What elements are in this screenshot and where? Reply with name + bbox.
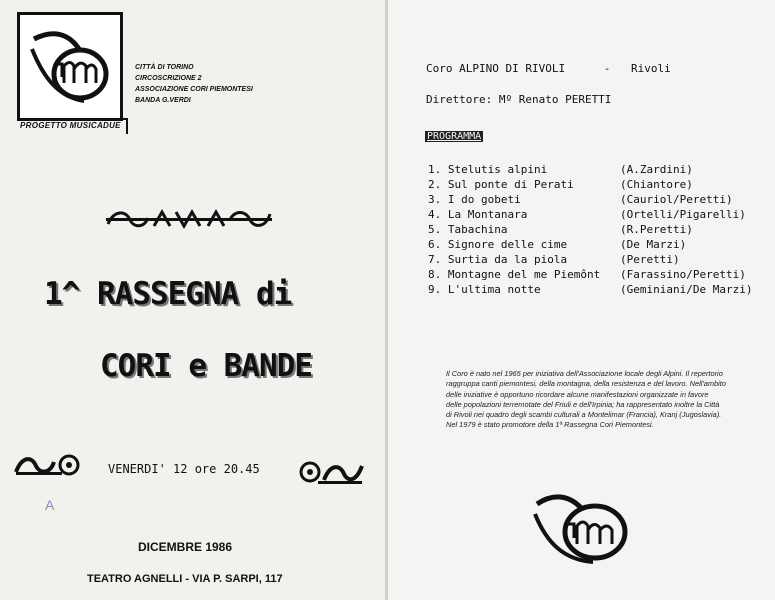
song-title: 1. Stelutis alpini bbox=[428, 163, 548, 176]
org-line: CIRCOSCRIZIONE 2 bbox=[135, 75, 202, 82]
program-item bbox=[428, 163, 748, 178]
event-venue: TEATRO AGNELLI - VIA P. SARPI, 117 bbox=[87, 573, 283, 585]
ornament-top-icon bbox=[104, 206, 274, 232]
program-item bbox=[428, 253, 748, 268]
song-title: 7. Surtia da la piola bbox=[428, 253, 568, 266]
horn-logo-icon bbox=[531, 486, 633, 570]
logo-banner-text: PROGETTO MUSICADUE bbox=[20, 121, 121, 130]
org-line: ASSOCIAZIONE CORI PIEMONTESI bbox=[135, 86, 253, 93]
song-title: 5. Tabachina bbox=[428, 223, 508, 236]
ornament-left-icon bbox=[14, 452, 82, 478]
program-item bbox=[428, 178, 748, 193]
org-line: BANDA G.VERDI bbox=[135, 97, 191, 104]
choir-dash: - bbox=[603, 62, 611, 75]
main-title-line1: 1^ RASSEGNA di bbox=[44, 276, 292, 312]
song-author: (Peretti) bbox=[620, 253, 680, 266]
song-title: 8. Montagne del me Piemônt bbox=[428, 268, 601, 281]
left-page-cover bbox=[0, 0, 386, 600]
program-list bbox=[428, 163, 753, 298]
song-author: (A.Zardini) bbox=[620, 163, 693, 176]
logo bbox=[17, 12, 123, 121]
song-author: (Farassino/Peretti) bbox=[620, 268, 746, 281]
event-time: VENERDI' 12 ore 20.45 bbox=[108, 462, 260, 476]
song-title: 3. I do gobeti bbox=[428, 193, 521, 206]
program-item bbox=[428, 238, 748, 253]
program-item bbox=[428, 283, 753, 298]
song-author: (Geminiani/De Marzi) bbox=[620, 283, 753, 296]
logo-banner bbox=[17, 118, 128, 134]
program-item bbox=[428, 208, 748, 223]
song-title: 9. L'ultima notte bbox=[428, 283, 541, 296]
organizer-block bbox=[135, 62, 253, 106]
song-author: (Cauriol/Peretti) bbox=[620, 193, 733, 206]
song-title: 6. Signore delle cime bbox=[428, 238, 568, 251]
org-line: CITTÀ DI TORINO bbox=[135, 64, 194, 71]
program-item bbox=[428, 223, 748, 238]
right-page-program bbox=[388, 0, 775, 600]
song-author: (De Marzi) bbox=[620, 238, 687, 251]
song-author: (R.Peretti) bbox=[620, 223, 693, 236]
choir-heading bbox=[426, 62, 671, 75]
event-date: DICEMBRE 1986 bbox=[138, 540, 233, 554]
song-author: (Ortelli/Pigarelli) bbox=[620, 208, 746, 221]
handwritten-mark: A bbox=[45, 497, 55, 513]
song-title: 4. La Montanara bbox=[428, 208, 528, 221]
program-item bbox=[428, 193, 748, 208]
song-title: 2. Sul ponte di Perati bbox=[428, 178, 574, 191]
director: Direttore: Mº Renato PERETTI bbox=[426, 93, 612, 106]
choir-name: Coro ALPINO DI RIVOLI bbox=[426, 62, 566, 75]
program-heading: PROGRAMMA bbox=[427, 131, 482, 142]
song-author: (Chiantore) bbox=[620, 178, 693, 191]
horn-logo-icon bbox=[24, 19, 114, 112]
choir-history-note: Il Coro è nato nel 1965 per iniziativa dell'Associazione locale degli Alpini. Il repertorio raggruppa canti piemontesi, della montagna, della resistenza e del lavoro. Nell'ambito delle iniziative è opportuno ricordare alcune manifestazioni organizzate in favore delle popolazioni terremotate del Friuli e dell'Irpinia; ha rappresentato inoltre la Città di Rivoli nei quadro degli scambi culturali a Montelimar (Francia), Kranj (Jugoslavia). Nel 1979 è stato promotore della 1ª Rassegna Cori Piemontesi. bbox=[446, 369, 726, 430]
choir-place: Rivoli bbox=[630, 62, 671, 75]
main-title-line2: CORI e BANDE bbox=[100, 348, 312, 384]
ornament-right-icon bbox=[298, 458, 364, 486]
program-item bbox=[428, 268, 748, 283]
